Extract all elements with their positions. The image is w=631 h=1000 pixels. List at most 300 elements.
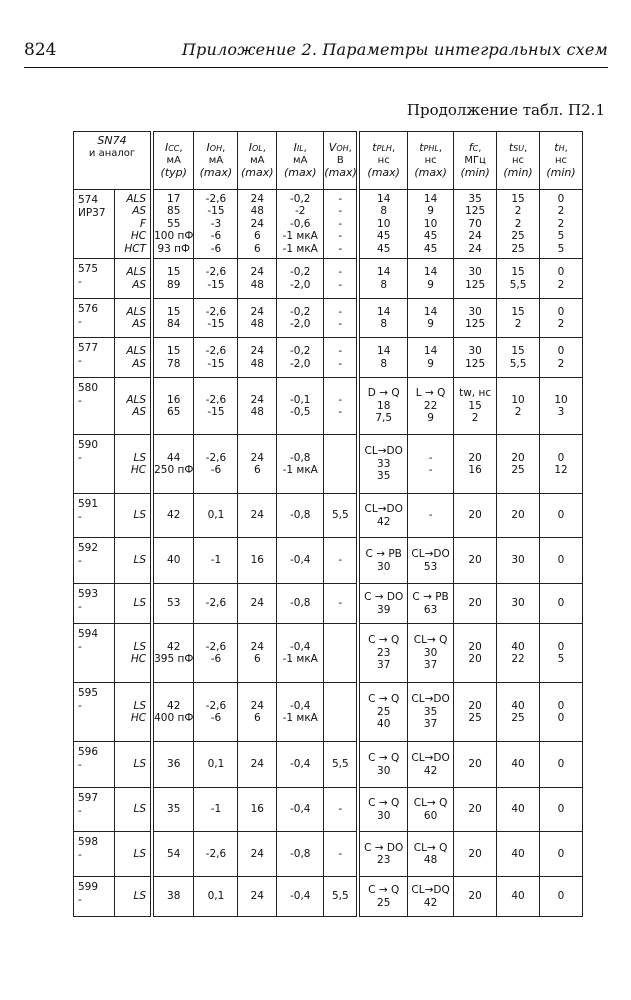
cell-iol-line: 24: [250, 217, 264, 230]
cell-tsu-line: 20: [511, 509, 525, 522]
cell-ioh: [194, 338, 238, 378]
device-number-line: 596: [78, 746, 99, 758]
device-number-line: -: [78, 451, 82, 464]
cell-ioh-line: 0,1: [207, 509, 225, 522]
device-type: [114, 378, 152, 435]
cell-tphl-line: 45: [423, 242, 438, 255]
cell-voh-line: -: [338, 217, 343, 230]
cell-ioh-line: -6: [210, 464, 222, 476]
device-type: [114, 338, 152, 378]
cell-icc-line: 36: [167, 758, 181, 771]
cell-icc-line: 84: [167, 318, 181, 330]
cell-ioh-line: -2,6: [205, 393, 227, 406]
cell-iil-line: -0,2: [289, 305, 311, 318]
cell-iil: [277, 584, 324, 624]
cell-iil-line: -0,2: [289, 345, 311, 357]
col-header-fc: fC, МГц (min): [454, 132, 497, 190]
device-type-line: LS: [133, 803, 147, 816]
device-number: [74, 877, 115, 917]
col-header-ioh: IOH, мА (max): [194, 132, 238, 190]
device-type: [114, 624, 152, 683]
cell-ioh: [194, 877, 238, 917]
cell-tsu: [497, 832, 540, 877]
cell-th-line: 0: [557, 699, 565, 712]
cell-iil: [277, 683, 324, 742]
device-number-line: -: [78, 893, 82, 906]
cell-ioh: [194, 259, 238, 299]
cell-iil-line: -1 мкА: [282, 464, 318, 476]
cell-th-line: 5: [557, 653, 565, 665]
cell-tphl-line: -: [428, 464, 433, 476]
cell-voh: [324, 683, 359, 742]
cell-icc-line: 65: [167, 406, 181, 418]
cell-tsu-line: 40: [511, 890, 525, 903]
cell-fc: [454, 259, 497, 299]
cell-tplh-line: C → Q: [368, 797, 400, 809]
cell-iol: [238, 742, 277, 788]
cell-iol-line: 24: [250, 266, 264, 278]
device-type-line: ALS: [126, 345, 147, 357]
cell-voh-line: -: [338, 230, 343, 243]
device-type-line: ALS: [126, 305, 147, 318]
cell-iol-line: 24: [250, 192, 264, 205]
cell-icc-line: 100 пФ: [154, 230, 194, 243]
device-number-line: 576: [78, 303, 99, 315]
device-number: [74, 435, 115, 494]
cell-tplh-line: 8: [380, 357, 388, 370]
cell-iil-line: -1 мкА: [282, 653, 318, 665]
cell-icc-line: 93 пФ: [157, 242, 191, 255]
device-number-line: 593: [78, 588, 99, 600]
device-type-line: LS: [133, 451, 147, 464]
cell-iil-line: -0,2: [289, 266, 311, 278]
cell-voh-line: -: [338, 318, 343, 330]
cell-ioh: [194, 788, 238, 832]
cell-icc-line: 400 пФ: [154, 712, 194, 724]
cell-icc-line: 17: [167, 192, 181, 205]
cell-ioh-line: -15: [207, 205, 225, 218]
cell-iil-line: -1 мкА: [282, 230, 318, 243]
cell-ioh-line: -3: [210, 217, 222, 230]
device-number-line: -: [78, 510, 82, 523]
cell-tplh-line: 45: [377, 230, 391, 243]
device-type-line: LS: [133, 758, 147, 771]
cell-iol: [238, 877, 277, 917]
cell-tsu-line: 15: [511, 305, 525, 318]
device-number-line: 575: [78, 263, 99, 275]
device-number-line: 591: [78, 498, 99, 510]
table-row: [74, 683, 583, 742]
device-number: [74, 538, 115, 584]
cell-tphl: [408, 683, 454, 742]
cell-icc: [152, 538, 194, 584]
cell-iil-line: -1 мкА: [282, 712, 318, 724]
table-row: [74, 538, 583, 584]
cell-voh-line: 5,5: [331, 890, 349, 903]
device-number-line: 594: [78, 628, 99, 640]
cell-th-line: 0: [557, 509, 565, 522]
cell-voh: [324, 299, 359, 338]
cell-th-line: 3: [557, 406, 565, 418]
cell-fc-line: 20: [468, 509, 482, 522]
cell-fc-line: tw, нс: [459, 387, 492, 400]
cell-fc: [454, 742, 497, 788]
cell-icc: [152, 378, 194, 435]
cell-fc-line: 24: [468, 242, 482, 255]
cell-icc-line: 15: [167, 266, 181, 278]
cell-iol-line: 24: [250, 305, 264, 318]
table-row: [74, 832, 583, 877]
cell-fc-line: 125: [465, 278, 486, 291]
cell-fc-line: 30: [468, 266, 482, 278]
cell-tplh-line: 23: [377, 854, 391, 866]
device-type-line: ALS: [126, 192, 147, 205]
cell-icc: [152, 877, 194, 917]
cell-fc-line: 20: [468, 699, 482, 712]
cell-tplh-line: 8: [380, 205, 388, 218]
cell-th-line: 0: [557, 847, 565, 860]
cell-tplh-line: CL→DO: [364, 503, 403, 515]
cell-tsu-line: 25: [511, 712, 525, 724]
cell-ioh-line: -6: [210, 712, 222, 724]
cell-tphl: [408, 624, 454, 683]
cell-voh: [324, 259, 359, 299]
cell-tplh-line: 37: [377, 659, 391, 672]
header-row: [74, 132, 583, 190]
cell-voh: [324, 832, 359, 877]
cell-iol-line: 24: [250, 699, 264, 712]
cell-tplh-line: 30: [377, 809, 391, 822]
cell-th-line: 2: [557, 278, 565, 291]
cell-iol-line: 6: [253, 464, 261, 476]
col-header-icc: ICC, мА (typ): [152, 132, 194, 190]
cell-iol-line: 6: [253, 242, 261, 255]
cell-ioh-line: 0,1: [207, 758, 225, 771]
cell-tplh-line: C → PB: [365, 548, 402, 560]
cell-icc: [152, 435, 194, 494]
cell-tplh-line: 35: [377, 470, 391, 483]
device-number: [74, 832, 115, 877]
cell-fc-line: 20: [468, 597, 482, 610]
cell-tplh-line: C → Q: [368, 884, 400, 896]
cell-icc-line: 42: [167, 699, 181, 712]
cell-fc: [454, 788, 497, 832]
cell-icc: [152, 190, 194, 259]
cell-fc-line: 15: [468, 399, 482, 412]
cell-tphl-line: 9: [427, 318, 434, 330]
cell-tsu-line: 15: [511, 345, 525, 357]
table-row: [74, 584, 583, 624]
cell-iol: [238, 190, 277, 259]
header-rule: [24, 67, 608, 68]
cell-ioh-line: -6: [210, 653, 222, 665]
cell-tplh-line: 42: [377, 515, 391, 528]
cell-tplh-line: C → Q: [368, 634, 400, 647]
cell-tsu-line: 2: [514, 217, 522, 230]
device-number-line: -: [78, 354, 82, 367]
cell-tphl-line: CL→ Q: [413, 841, 448, 854]
cell-iil-line: -0,2: [289, 192, 311, 205]
cell-tphl-line: CL→ Q: [413, 797, 448, 809]
cell-th-line: 0: [557, 192, 565, 205]
cell-tsu: [497, 494, 540, 538]
cell-fc-line: 25: [468, 712, 482, 724]
device-type-line: ALS: [126, 266, 147, 278]
cell-ioh-line: -2,6: [205, 451, 227, 464]
cell-ioh-line: -2,6: [205, 345, 227, 357]
cell-tplh-line: D → Q: [367, 387, 400, 400]
cell-iil-line: -0,8: [289, 847, 311, 860]
cell-fc-line: 20: [468, 640, 482, 653]
cell-th-line: 2: [557, 357, 565, 370]
device-number-line: 580: [78, 382, 99, 394]
cell-iol-line: 24: [250, 393, 264, 406]
table-row: [74, 190, 583, 259]
cell-tsu: [497, 299, 540, 338]
cell-fc: [454, 299, 497, 338]
cell-iol: [238, 338, 277, 378]
device-number: [74, 190, 115, 259]
cell-th: [540, 742, 583, 788]
cell-tplh-line: 14: [377, 266, 391, 278]
device-number: [74, 378, 115, 435]
device-number-line: -: [78, 275, 82, 288]
cell-tsu-line: 10: [511, 393, 525, 406]
cell-tsu-line: 40: [511, 699, 525, 712]
cell-ioh-line: -2,6: [205, 847, 227, 860]
cell-tphl-line: 45: [423, 230, 438, 243]
cell-iil-line: -0,8: [289, 597, 311, 610]
page-number: 824: [24, 40, 57, 60]
cell-th-line: 12: [554, 464, 568, 476]
cell-tsu-line: 22: [511, 653, 525, 665]
cell-th-line: 5: [557, 242, 565, 255]
cell-tsu-line: 2: [514, 205, 522, 218]
cell-icc-line: 53: [167, 597, 181, 610]
cell-tsu-line: 30: [511, 554, 525, 567]
cell-tplh-line: 23: [377, 646, 391, 659]
cell-fc: [454, 378, 497, 435]
cell-tphl-line: -: [428, 509, 433, 522]
cell-iil: [277, 190, 324, 259]
cell-voh-line: -: [338, 305, 343, 318]
cell-tplh: [358, 259, 407, 299]
cell-icc-line: 395 пФ: [154, 653, 194, 665]
cell-voh-line: -: [338, 192, 343, 205]
cell-tphl-line: C → PB: [412, 591, 449, 603]
cell-fc-line: 125: [465, 205, 486, 218]
cell-tplh-line: 40: [377, 718, 391, 731]
cell-tplh-line: 25: [377, 705, 391, 718]
cell-fc-line: 24: [468, 230, 482, 243]
cell-fc-line: 20: [468, 554, 482, 567]
cell-voh: [324, 435, 359, 494]
device-type-line: LS: [133, 699, 147, 712]
cell-iol-line: 24: [250, 847, 264, 860]
cell-tsu-line: 20: [511, 451, 525, 464]
device-type-line: LS: [133, 890, 147, 903]
table-row: [74, 378, 583, 435]
device-number: [74, 299, 115, 338]
cell-tsu-line: 40: [511, 758, 525, 771]
device-type: [114, 877, 152, 917]
device-number-line: -: [78, 640, 82, 653]
device-type-line: HCT: [124, 242, 147, 255]
cell-icc-line: 16: [167, 393, 181, 406]
cell-tphl-line: 60: [423, 809, 438, 822]
cell-th: [540, 435, 583, 494]
cell-iol: [238, 378, 277, 435]
cell-ioh-line: -1: [210, 803, 222, 816]
cell-tplh-line: C → DO: [364, 841, 404, 854]
cell-th-line: 0: [557, 803, 565, 816]
device-number-line: -: [78, 315, 82, 328]
cell-tplh-line: 8: [380, 318, 388, 330]
cell-iol-line: 48: [250, 357, 264, 370]
cell-tphl: [408, 435, 454, 494]
cell-tsu-line: 40: [511, 803, 525, 816]
cell-th: [540, 299, 583, 338]
col-header-tsu: tSU, нс (min): [497, 132, 540, 190]
cell-tplh-line: 10: [377, 217, 391, 230]
cell-th: [540, 683, 583, 742]
cell-tphl-line: CL→DO: [411, 693, 450, 706]
cell-th: [540, 832, 583, 877]
cell-th-line: 0: [557, 597, 565, 610]
cell-tphl-line: 30: [423, 646, 438, 659]
cell-icc: [152, 788, 194, 832]
device-type-line: AS: [132, 406, 147, 418]
cell-ioh-line: -2,6: [205, 597, 227, 610]
cell-tsu: [497, 435, 540, 494]
cell-th-line: 10: [554, 393, 568, 406]
col-header-voh: VOH, В (max): [324, 132, 359, 190]
cell-voh: [324, 584, 359, 624]
cell-fc-line: 20: [468, 847, 482, 860]
cell-voh-line: -: [338, 242, 343, 255]
cell-voh: [324, 877, 359, 917]
device-number: [74, 624, 115, 683]
cell-voh-line: -: [338, 803, 343, 816]
device-type: [114, 259, 152, 299]
cell-icc-line: 38: [167, 890, 181, 903]
cell-tsu-line: 15: [511, 266, 525, 278]
col-header-device: SN74 и аналог: [74, 132, 153, 190]
col-header-iil: IIL, мА (max): [277, 132, 324, 190]
cell-iol-line: 6: [253, 712, 261, 724]
cell-tphl-line: CL→DO: [411, 548, 450, 560]
device-number-line: 595: [78, 687, 99, 699]
cell-tsu: [497, 877, 540, 917]
table-row: [74, 435, 583, 494]
cell-tsu-line: 15: [511, 192, 525, 205]
cell-voh: [324, 338, 359, 378]
device-number-line: 598: [78, 836, 99, 848]
cell-iol: [238, 259, 277, 299]
cell-tphl-line: 10: [423, 217, 438, 230]
cell-icc-line: 54: [167, 847, 181, 860]
cell-tplh-line: 30: [377, 764, 391, 777]
cell-tphl: [408, 190, 454, 259]
cell-iil-line: -0,4: [289, 699, 311, 712]
cell-iil-line: -2,0: [289, 318, 311, 330]
cell-tsu: [497, 742, 540, 788]
device-number: [74, 683, 115, 742]
table-row: [74, 742, 583, 788]
cell-tplh-line: 18: [377, 399, 391, 412]
cell-th-line: 0: [557, 640, 565, 653]
cell-icc-line: 40: [167, 554, 181, 567]
cell-tphl-line: 42: [423, 896, 438, 909]
cell-th-line: 0: [557, 712, 565, 724]
cell-iol-line: 24: [250, 640, 264, 653]
cell-iil-line: -1 мкА: [282, 242, 318, 255]
cell-ioh-line: -2,6: [205, 305, 227, 318]
cell-th: [540, 877, 583, 917]
cell-tphl-line: 42: [423, 764, 438, 777]
cell-tplh-line: 45: [377, 242, 391, 255]
cell-tplh-line: 39: [377, 603, 391, 616]
device-type: [114, 832, 152, 877]
cell-tphl: [408, 742, 454, 788]
cell-iil: [277, 259, 324, 299]
cell-iil-line: -0,4: [289, 890, 311, 903]
cell-tplh-line: 33: [377, 457, 391, 470]
cell-voh-line: -: [338, 357, 343, 370]
cell-tplh: [358, 538, 407, 584]
cell-fc-line: 70: [468, 217, 482, 230]
cell-fc: [454, 538, 497, 584]
cell-th: [540, 538, 583, 584]
device-type-line: AS: [132, 205, 147, 218]
cell-ioh: [194, 683, 238, 742]
cell-tphl-line: 14: [423, 305, 438, 318]
cell-iil-line: -0,4: [289, 758, 311, 771]
cell-icc-line: 42: [167, 509, 181, 522]
cell-icc: [152, 742, 194, 788]
col-header-tphl: tPHL, нс (max): [408, 132, 454, 190]
table-row: [74, 299, 583, 338]
cell-iil-line: -0,8: [289, 451, 311, 464]
cell-iol: [238, 624, 277, 683]
cell-tphl-line: 53: [423, 560, 438, 573]
cell-ioh-line: 0,1: [207, 890, 225, 903]
cell-fc-line: 16: [468, 464, 482, 476]
device-number: [74, 584, 115, 624]
cell-ioh-line: -6: [210, 242, 222, 255]
cell-ioh: [194, 494, 238, 538]
cell-voh: [324, 788, 359, 832]
cell-icc: [152, 683, 194, 742]
cell-fc-line: 20: [468, 758, 482, 771]
cell-tplh: [358, 338, 407, 378]
cell-icc-line: 44: [167, 451, 181, 464]
device-number-line: -: [78, 848, 82, 861]
cell-tplh: [358, 832, 407, 877]
cell-iil-line: -0,8: [289, 509, 311, 522]
cell-tphl-line: 37: [423, 659, 438, 672]
device-number-line: -: [78, 394, 82, 407]
cell-ioh: [194, 538, 238, 584]
cell-iil-line: -0,4: [289, 640, 311, 653]
cell-tphl: [408, 338, 454, 378]
device-number-line: -: [78, 804, 82, 817]
cell-fc: [454, 338, 497, 378]
cell-tphl-line: 35: [423, 705, 438, 718]
device-number-line: 592: [78, 542, 99, 554]
cell-fc: [454, 877, 497, 917]
cell-tphl: [408, 788, 454, 832]
